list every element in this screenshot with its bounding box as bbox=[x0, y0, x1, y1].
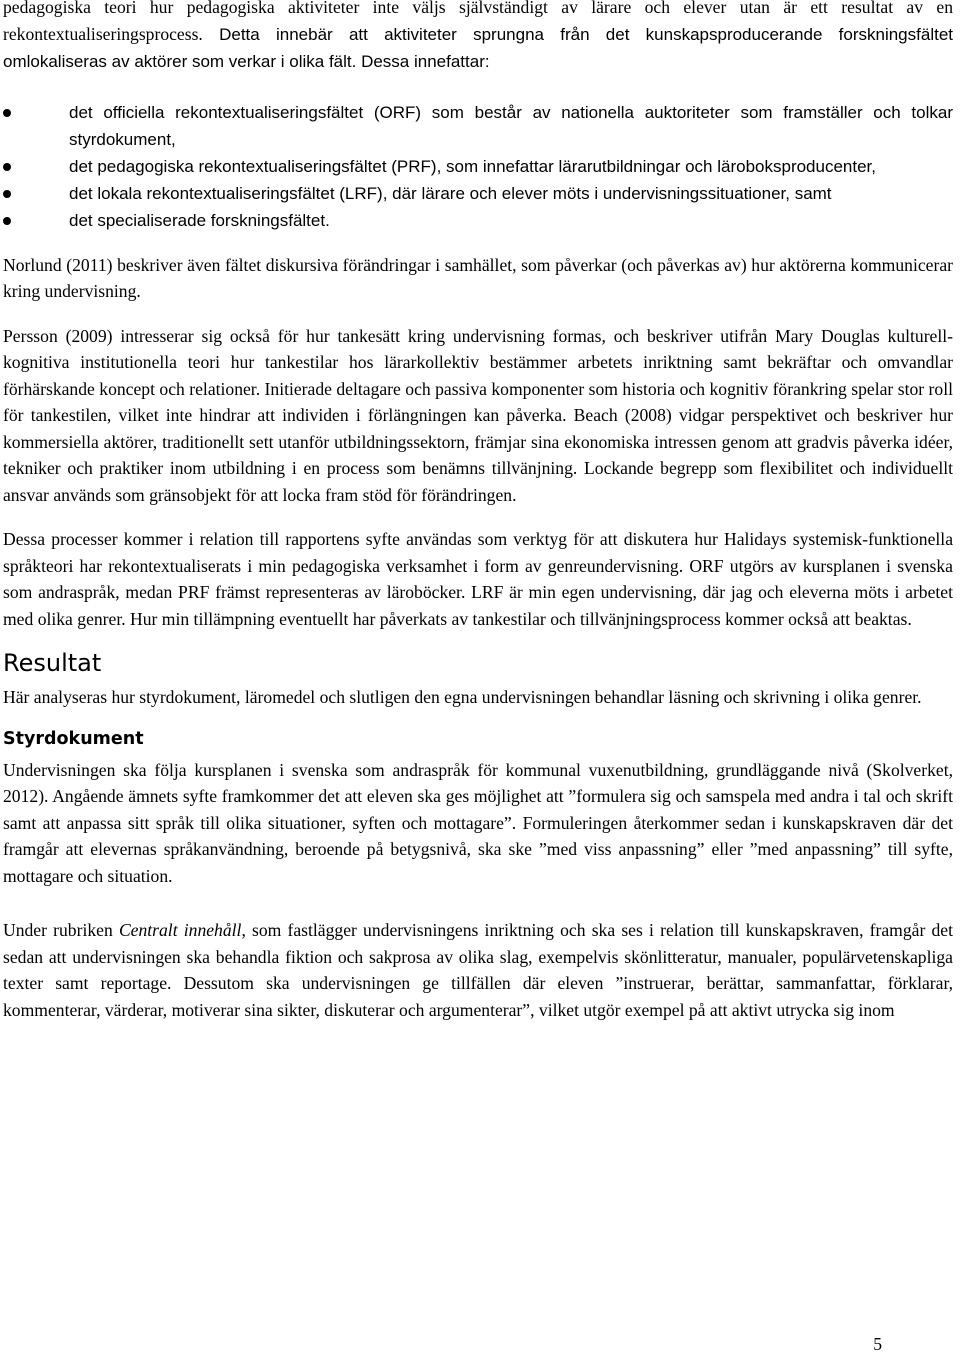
fields-list bbox=[3, 99, 953, 234]
centralt-pre-text: Under rubriken bbox=[3, 920, 119, 940]
styrdokument-paragraph: Undervisningen ska följa kursplanen i svenska som andraspråk för kommunal vuxenutbildning, grundläggande nivå (Skolverket, 2012). Angående ämnets syfte framkommer det att eleven ska ges möjlighet att ”formulera sig och samspela med andra i tal och skrift samt att anpassa sitt språk till olika situationer, syften och mottagare”. Formuleringen återkommer sedan i kunskapskraven där det framgår att elevernas språkanvändning, beroende på betygsnivå, ska ske ”med viss anpassning” eller ”med anpassning” till syfte, mottagare och situation. bbox=[3, 759, 953, 886]
bullet-icon bbox=[3, 190, 11, 198]
intro-paragraph bbox=[3, 0, 953, 75]
dessa-paragraph: Dessa processer kommer i relation till rapportens syfte användas som verktyg för att diskutera hur Halidays systemisk-funktionella språkteori har rekontextualiserats i min pedagogiska verksamhet i form av genreundervisning. ORF utgörs av kursplanen i svenska som andraspråk, medan PRF främst representeras av läroböcker. LRF är min egen undervisning, där jag och eleverna möts i arbetet med olika genrer. Hur min tillämpning eventuellt har påverkats av tankestilar och tillvänjningsprocess kommer också att beaktas. bbox=[3, 529, 953, 629]
list-item: det pedagogiska rekontextualiseringsfältet (PRF), som innefattar lärarutbildningar och läroboksproducenter, bbox=[3, 153, 953, 180]
list-item: det specialiserade forskningsfältet. bbox=[3, 207, 953, 234]
resultat-paragraph: Här analyseras hur styrdokument, läromedel och slutligen den egna undervisningen behandlar läsning och skrivning i olika genrer. bbox=[3, 687, 922, 707]
bullet-icon bbox=[3, 109, 11, 117]
norlund-paragraph: Norlund (2011) beskriver även fältet diskursiva förändringar i samhället, som påverkar (och påverkas av) hur aktörerna kommunicerar kring undervisning. bbox=[3, 254, 953, 301]
centralt-italic-text: Centralt innehåll bbox=[118, 920, 242, 940]
styrdokument-heading: Styrdokument bbox=[3, 728, 144, 749]
list-item: det officiella rekontextualiseringsfältet (ORF) som består av nationella auktoriteter som framställer och tolkar styrdokument, bbox=[3, 99, 953, 153]
list-item: det lokala rekontextualiseringsfältet (LRF), där lärare och elever möts i undervisningssituationer, samt bbox=[3, 180, 953, 207]
intro-serif-text: pedagogiska teori hur pedagogiska aktiviteter inte väljs självständigt av lärare och elever utan är ett resultat av en rekontextualiseringsprocess. bbox=[3, 0, 953, 44]
document-page bbox=[3, 0, 953, 1023]
bullet-icon bbox=[3, 163, 11, 171]
centralt-innehall-paragraph bbox=[3, 917, 953, 1023]
page-number: 5 bbox=[873, 1334, 882, 1354]
centralt-post-text: , som fastlägger undervisningens inriktning och ska ses i relation till kunskapskraven, framgår det sedan att undervisningen ska behandla fiktion och sakprosa av olika slag, exempelvis skönlitteratur, manualer, populärvetenskapliga texter samt reportage. Dessutom ska undervisningen ge tillfällen där eleven ”instruerar, berättar, sammanfattar, förklarar, kommenterar, värderar, motiverar sina sikter, diskuterar och argumenterar”, vilket utgör exempel på att aktivt utrycka sig inom bbox=[3, 920, 953, 1020]
persson-paragraph: Persson (2009) intresserar sig också för hur tankesätt kring undervisning formas, och beskriver utifrån Mary Douglas kulturell-kognitiva institutionella teori hur tankestilar hos lärarkollektiv bestämmer arbetets inriktning samt bekräftar och omvandlar förhärskande koncept och relationer. Initierade deltagare och passiva komponenter som historia och kognitiv förankring spelar stor roll för tankestilen, vilket inte hindrar att individen i förlängningen kan påverka. Beach (2008) vidgar perspektivet och beskriver hur kommersiella aktörer, traditionellt sett utanför utbildningssektorn, främjar sina ekonomiska intressen genom att gradvis påverka idéer, tekniker och praktiker inom utbildning i en process som benämns tillvänjning. Lockande begrepp som flexibilitet och individuellt ansvar används som gränsobjekt för att locka fram stöd för förändringen. bbox=[3, 325, 953, 505]
bullet-icon bbox=[3, 217, 11, 225]
intro-sans-text: Detta innebär att aktiviteter sprungna från det kunskapsproducerande forskningsfältet omlokaliseras av aktörer som verkar i olika fält. Dessa innefattar: bbox=[3, 24, 953, 71]
resultat-heading: Resultat bbox=[3, 649, 102, 677]
